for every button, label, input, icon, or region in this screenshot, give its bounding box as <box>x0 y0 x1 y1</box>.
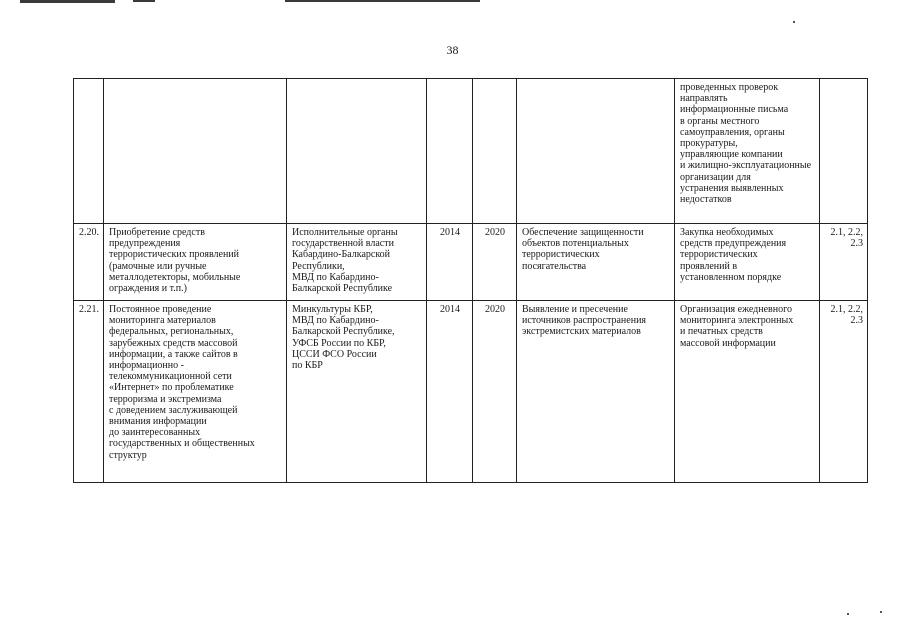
measure-cell: Организация ежедневного мониторинга электронных и печатных средств массовой информации <box>675 301 820 483</box>
executors-cell: Минкультуры КБР, МВД по Кабардино- Балкарской Республике, УФСБ России по КБР, ЦССИ ФСО России по КБР <box>287 301 427 483</box>
measure-cell: Закупка необходимых средств предупреждения террористических проявлений в установленном порядке <box>675 224 820 301</box>
scan-speck <box>880 611 882 613</box>
result-cell: Обеспечение защищенности объектов потенциальных террористических посягательства <box>517 224 675 301</box>
event-cell: Постоянное проведение мониторинга материалов федеральных, региональных, зарубежных средств массовой информации, а также сайтов в информационно - телекоммуникационной сети «Интернет» по проблематике терроризма и экстремизма с доведением заслуживающей внимания информации до заинтересованных государственных и общественных структур <box>104 301 287 483</box>
start-year-cell <box>427 79 473 224</box>
indicator-ref-cell: 2.1, 2.2, 2.3 <box>820 224 868 301</box>
scan-edge-mark <box>285 0 480 2</box>
end-year-cell <box>473 79 517 224</box>
executors-cell: Исполнительные органы государственной власти Кабардино-Балкарской Республики, МВД по Кабардино- Балкарской Республике <box>287 224 427 301</box>
table-row <box>74 224 868 301</box>
event-cell <box>104 79 287 224</box>
indicator-ref-cell: 2.1, 2.2, 2.3 <box>820 301 868 483</box>
start-year-cell: 2014 <box>427 224 473 301</box>
scan-edge-mark <box>20 0 115 3</box>
page-number: 38 <box>446 43 459 57</box>
end-year-cell: 2020 <box>473 301 517 483</box>
start-year-cell: 2014 <box>427 301 473 483</box>
scan-speck <box>847 613 849 615</box>
table-row <box>74 301 868 483</box>
measures-table <box>73 78 868 483</box>
row-number-cell: 2.21. <box>74 301 104 483</box>
scan-speck <box>793 21 795 23</box>
end-year-cell: 2020 <box>473 224 517 301</box>
indicator-ref-cell <box>820 79 868 224</box>
measure-cell: проведенных проверок направлять информационные письма в органы местного самоуправления, органы прокуратуры, управляющие компании и жилищно-эксплуатационные организации для устранения выявленных недостатков <box>675 79 820 224</box>
row-number-cell: 2.20. <box>74 224 104 301</box>
event-cell: Приобретение средств предупреждения террористических проявлений (рамочные или ручные металлодетекторы, мобильные ограждения и т.п.) <box>104 224 287 301</box>
table-row <box>74 79 868 224</box>
executors-cell <box>287 79 427 224</box>
scan-edge-mark <box>133 0 155 2</box>
result-cell: Выявление и пресечение источников распространения экстремистских материалов <box>517 301 675 483</box>
result-cell <box>517 79 675 224</box>
row-number-cell <box>74 79 104 224</box>
